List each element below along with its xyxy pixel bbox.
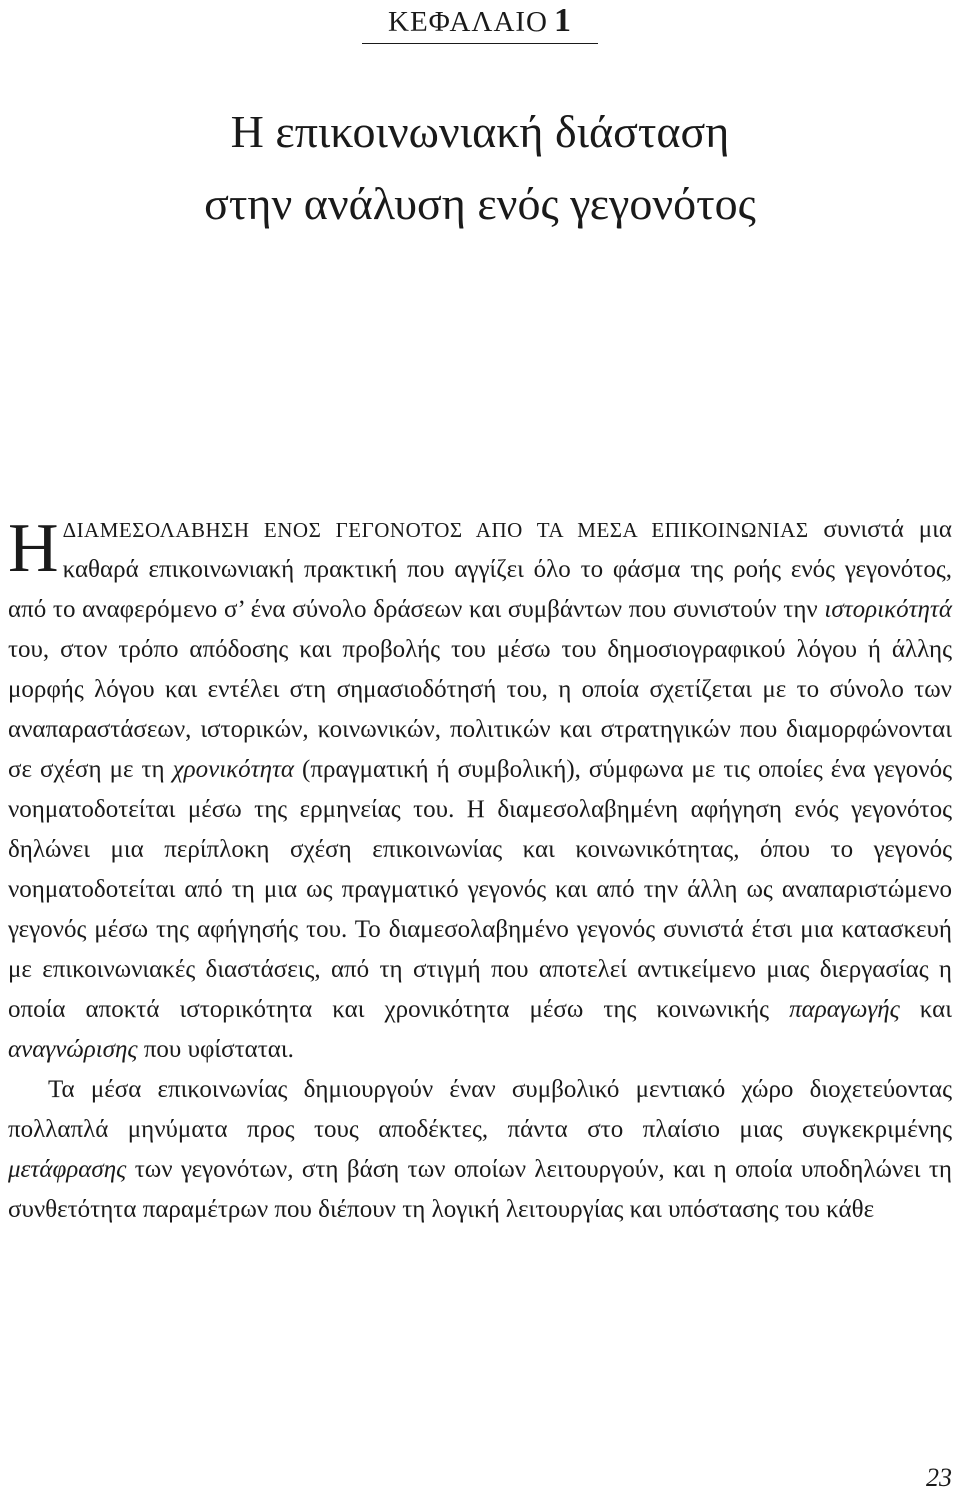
chapter-title-line-1: Η επικοινωνιακή διάσταση (230, 106, 730, 157)
chapter-title (0, 96, 960, 240)
emphasis-paragogis: παραγωγής (789, 996, 900, 1023)
paragraph-1-text-3: (πραγματική ή συμβολική), σύμφωνα με τις οποίες ένα γεγονός νοηματοδοτείται μέσω της ερμηνείας του. Η διαμεσολαβημένη αφήγηση ενός γεγονότος δηλώνει μια περίπλοκη σχέση επικοινωνίας και κοινωνικότητας, όπου το γεγονός νοηματοδοτείται από τη μια ως πραγματικό γεγονός και από την άλλη ως αναπαριστώμενο γεγονός μέσω της αφήγησής του. Το διαμεσολαβημένο γεγονός συνιστά έτσι μια κατασκευή με επικοινωνιακές διαστάσεις, από τη στιγμή που αποτελεί αντικείμενο μιας διεργασίας η οποία αποκτά ιστορικότητα και χρονικότητα μέσω της κοινωνικής (8, 756, 952, 1023)
chapter-label (362, 2, 598, 44)
drop-cap: Η (8, 510, 59, 587)
paragraph-1-text-1: συνιστά μια καθαρά επικοινωνιακή πρακτική που αγγίζει όλο το φάσμα της ροής ενός γεγονότος, από το αναφερόμενο σ’ ένα σύνολο δράσεων και συμβάντων που συνιστούν την (8, 516, 952, 623)
emphasis-chronikotita: χρονικότητα (172, 756, 295, 783)
chapter-word: ΚΕΦΑΛΑΙΟ (388, 6, 548, 38)
emphasis-istorikotita: ιστορικότητά (824, 596, 952, 623)
paragraph-2-text-2: των γεγονότων, στη βάση των οποίων λειτουργούν, και η οποία υποδηλώνει τη συνθετότητα παραμέτρων που διέπουν τη λογική λειτουργίας και υπόστασης του κάθε (8, 1156, 952, 1223)
chapter-number: 1 (553, 2, 572, 39)
body-text (8, 510, 952, 1230)
paragraph-2-text-1: Τα μέσα επικοινωνίας δημιουργούν έναν συμβολικό μεντιακό χώρο διοχετεύοντας πολλαπλά μηνύματα προς τους αποδέκτες, πάντα στο πλαίσιο μιας συγκεκριμένης (8, 1076, 952, 1143)
opening-small-caps: ΔΙΑΜΕΣΟΛΑΒΗΣΗ ΕΝΟΣ ΓΕΓΟΝΟΤΟΣ ΑΠΟ ΤΑ ΜΕΣΑ ΕΠΙΚΟΙΝΩΝΙΑΣ (62, 518, 809, 542)
paragraph-1 (8, 510, 952, 1070)
emphasis-anagnorisis: αναγνώρισης (8, 1036, 138, 1063)
emphasis-metafrasis: μετάφρασης (8, 1156, 127, 1183)
paragraph-2 (8, 1070, 952, 1230)
paragraph-1-text-5: που υφίσταται. (137, 1036, 294, 1063)
chapter-title-line-2: στην ανάλυση ενός γεγονότος (204, 178, 756, 229)
paragraph-1-text-2: του, στον τρόπο απόδοσης και προβολής του μέσω του δημοσιογραφικού λόγου ή άλλης μορφής λόγου και εντέλει στη σημασιοδότησή του, η οποία σχετίζεται με το σύνολο των αναπαραστάσεων, ιστορικών, κοινωνικών, πολιτικών και στρατηγικών που διαμορφώνονται σε σχέση με τη (8, 636, 952, 783)
paragraph-1-text-4: και (899, 996, 953, 1023)
page-number: 23 (926, 1463, 952, 1492)
